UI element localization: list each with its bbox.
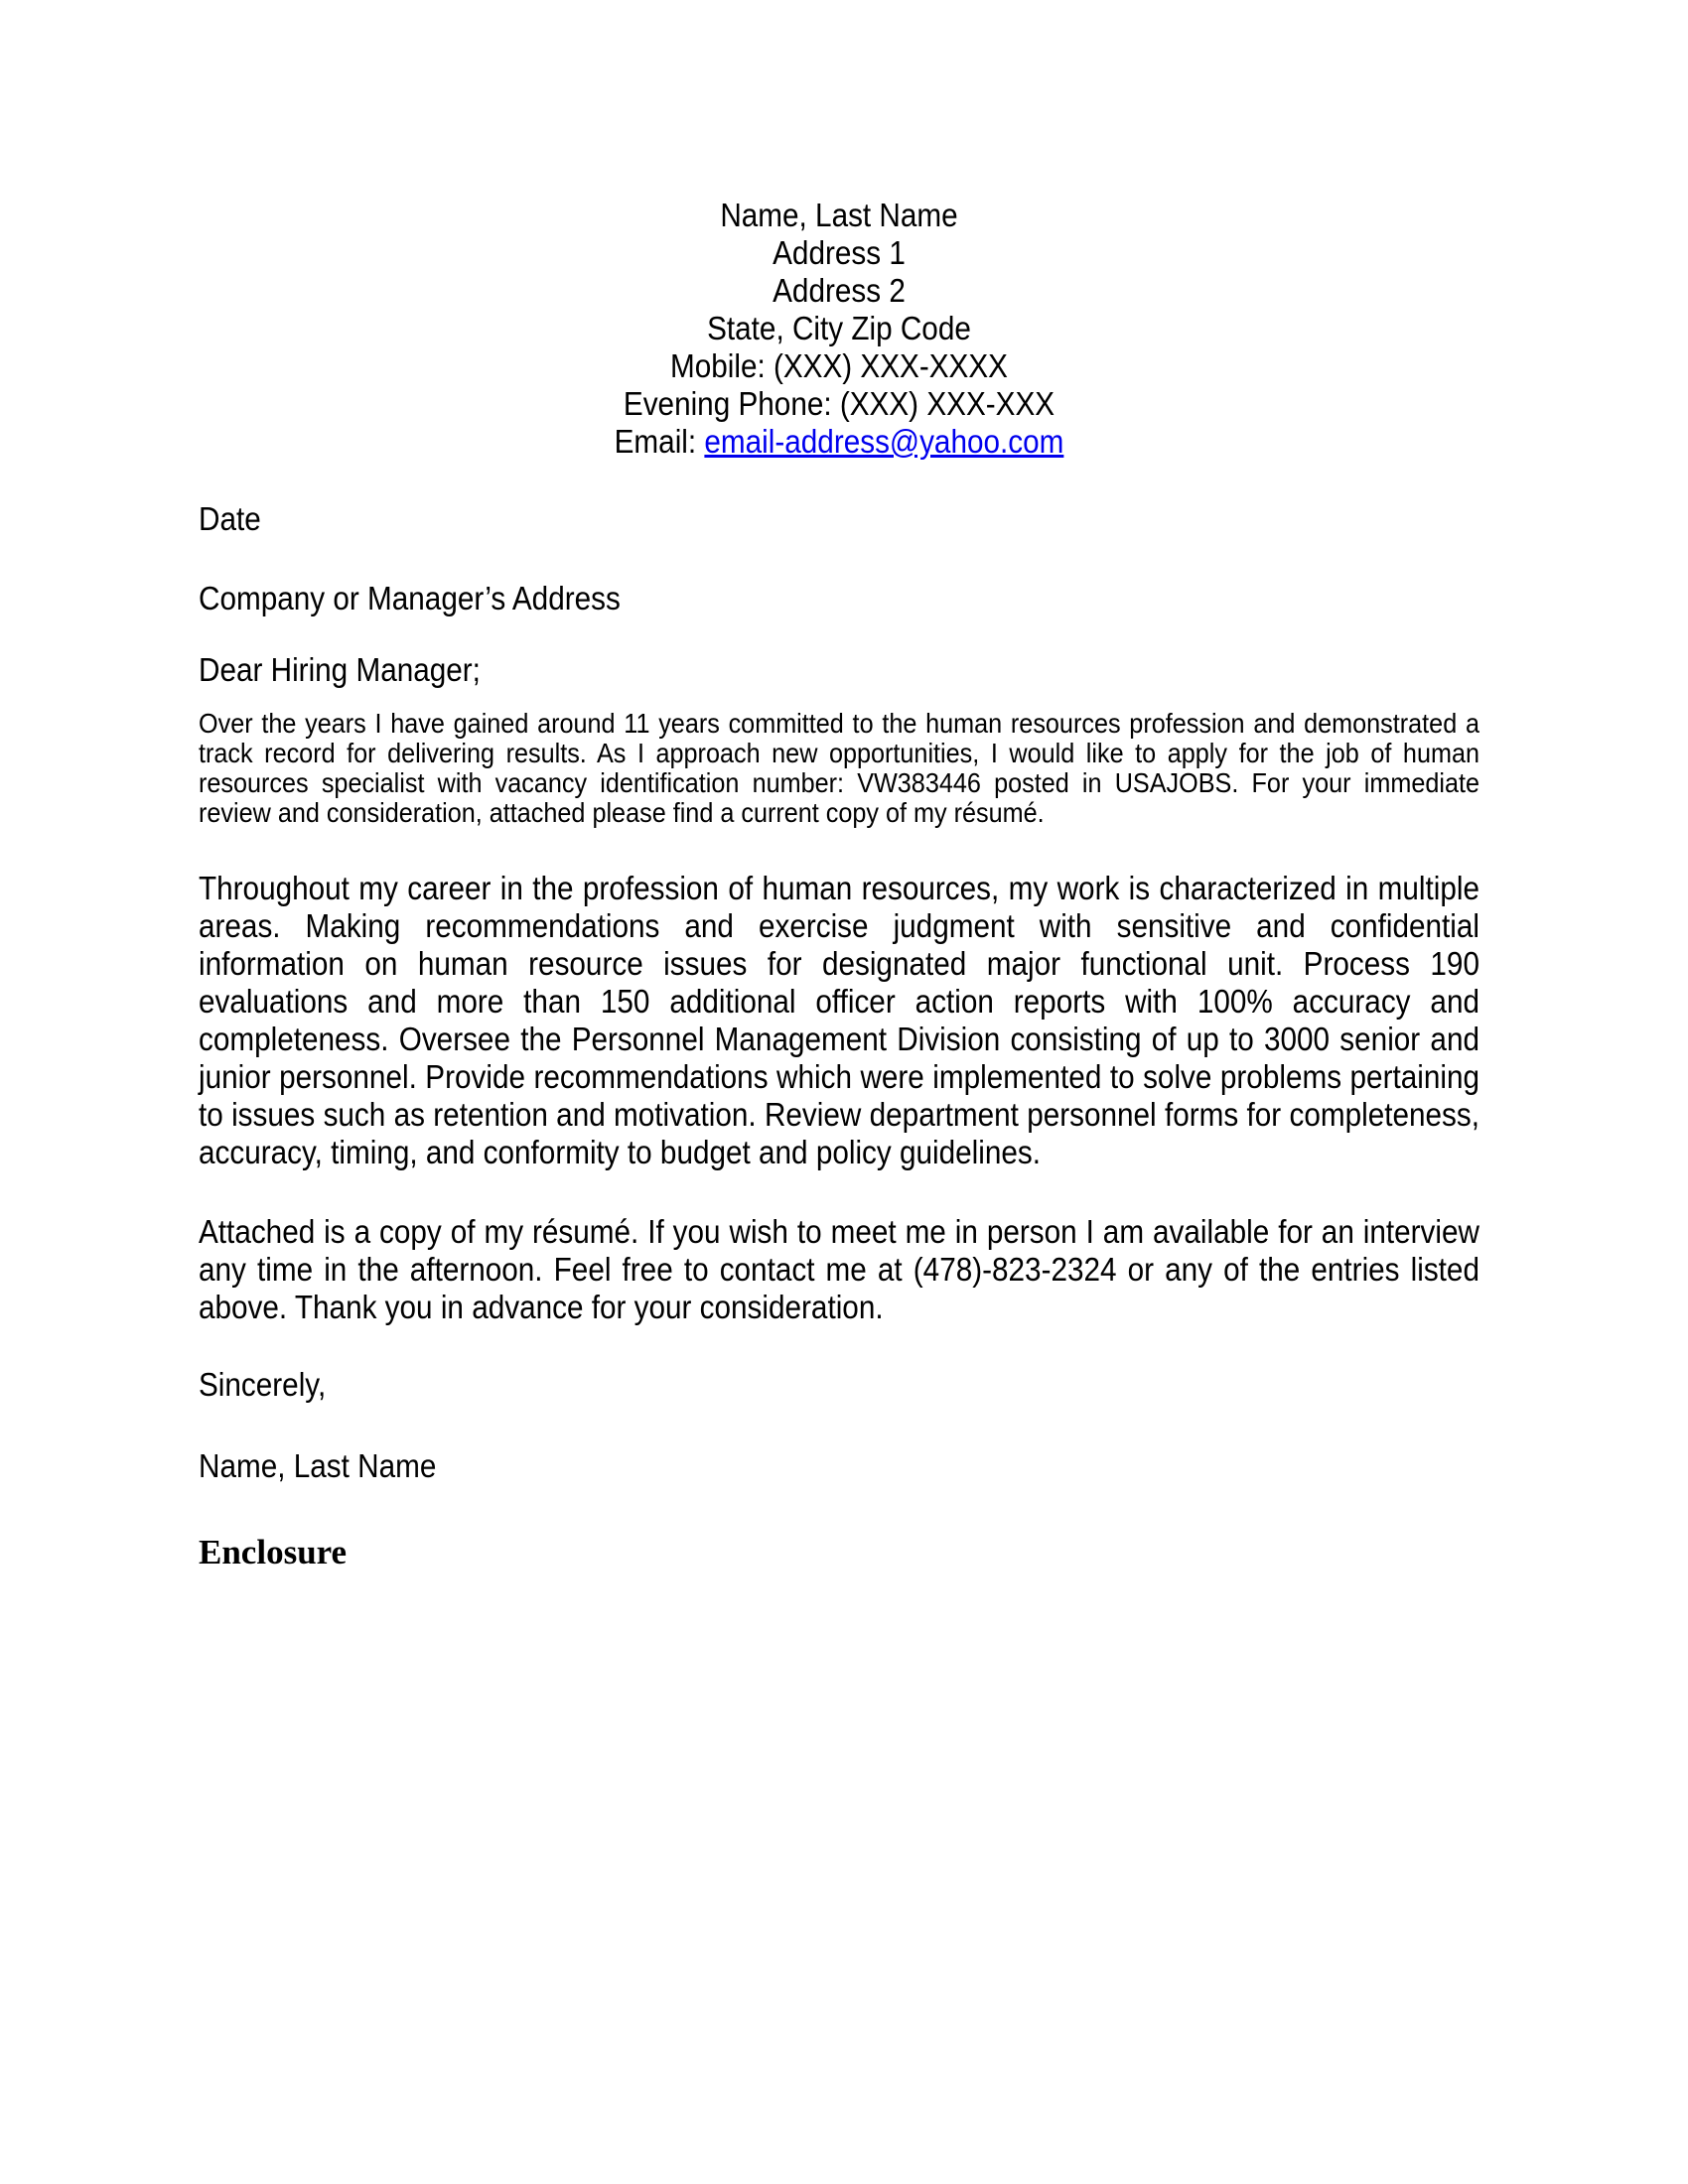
date-placeholder: Date	[199, 500, 261, 537]
recipient-address-placeholder: Company or Manager’s Address	[199, 580, 621, 616]
body-paragraph-2: Throughout my career in the profession of human resources, my work is characterized in multiple areas. Making recommendations and exercise judgment with sensitive and confidential information on human resource issues for designated major functional unit. Process 190 evaluations and more than 150 additional officer action reports with 100% accuracy and completeness. Oversee the Personnel Management Division consisting of up to 3000 senior and junior personnel. Provide recommendations which were implemented to solve problems pertaining to issues such as retention and motivation. Review department personnel forms for completeness, accuracy, timing, and conformity to budget and policy guidelines.	[199, 870, 1479, 1170]
sender-email-line	[199, 423, 1479, 461]
closing: Sincerely,	[199, 1366, 327, 1403]
sender-city-state-zip: State, City Zip Code	[707, 310, 971, 346]
letter-content	[199, 0, 1479, 1572]
sender-evening-phone: Evening Phone: (XXX) XXX-XXX	[623, 385, 1055, 422]
sender-name: Name, Last Name	[720, 197, 958, 233]
email-label: Email:	[614, 423, 697, 460]
body-paragraph-3: Attached is a copy of my résumé. If you wish to meet me in person I am available for an interview any time in the afternoon. Feel free to contact me at (478)-823-2324 or any of the entries listed above. Thank you in advance for your consideration.	[199, 1213, 1479, 1325]
contact-header-block	[199, 197, 1479, 461]
body-paragraph-1: Over the years I have gained around 11 years committed to the human resources profession and demonstrated a track record for delivering results. As I approach new opportunities, I would like to apply for the job of human resources specialist with vacancy identification number: VW383446 posted in USAJOBS. For your immediate review and consideration, attached please find a current copy of my résumé.	[199, 708, 1479, 828]
signature-name: Name, Last Name	[199, 1447, 437, 1484]
sender-address-2: Address 2	[773, 272, 906, 309]
email-address-link[interactable]: email-address@yahoo.com	[704, 423, 1064, 460]
salutation: Dear Hiring Manager;	[199, 651, 481, 688]
sender-mobile-phone: Mobile: (XXX) XXX-XXXX	[669, 347, 1008, 384]
sender-address-1: Address 1	[773, 234, 906, 271]
enclosure-notation: Enclosure	[199, 1533, 348, 1571]
